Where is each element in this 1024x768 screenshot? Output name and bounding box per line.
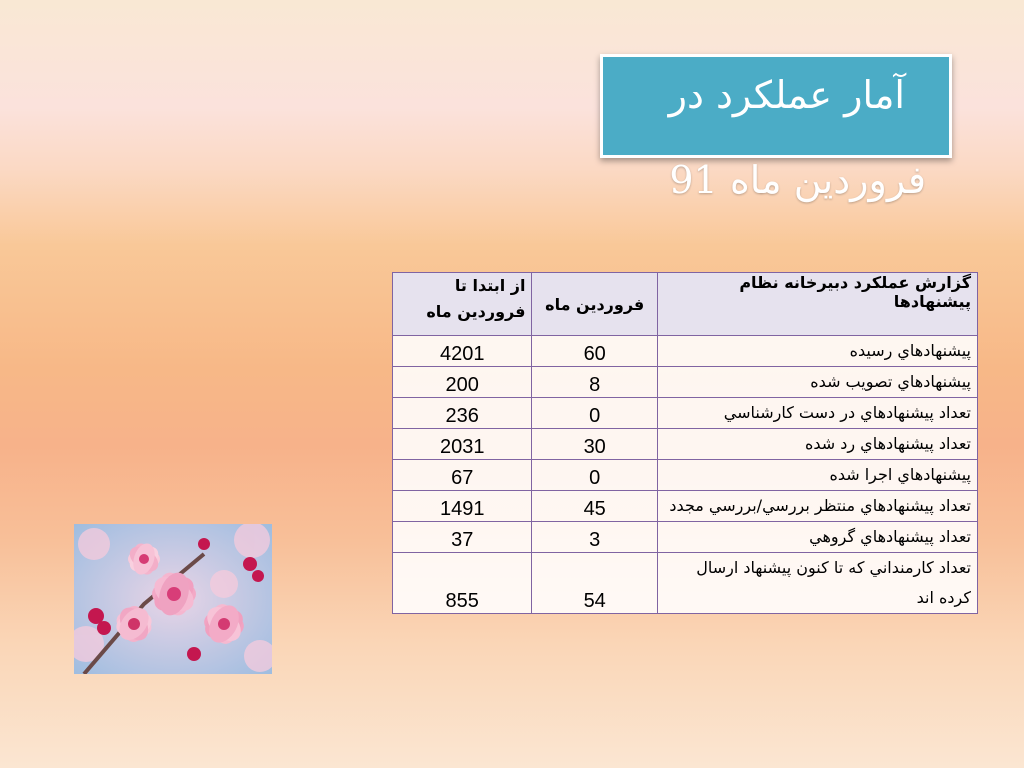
row-total-value: 200 — [393, 367, 532, 398]
row-label: تعداد کارمنداني که تا کنون پيشنهاد ارسال کرده اند — [657, 553, 977, 614]
row-total-value: 67 — [393, 460, 532, 491]
table-row — [393, 398, 978, 429]
row-label: تعداد پيشنهادهاي گروهي — [657, 522, 977, 553]
header-month: فروردين ماه — [532, 273, 657, 336]
row-month-value: 60 — [532, 336, 657, 367]
cherry-blossom-image — [74, 524, 272, 674]
title-line-2: فروردين ماه 91 — [669, 158, 926, 202]
table-header-row — [393, 273, 978, 336]
row-total-value: 4201 — [393, 336, 532, 367]
row-label: پيشنهادهاي اجرا شده — [657, 460, 977, 491]
row-label: تعداد پيشنهادهاي منتظر بررسي/بررسي مجدد — [657, 491, 977, 522]
row-label: پيشنهادهاي تصويب شده — [657, 367, 977, 398]
row-month-value: 30 — [532, 429, 657, 460]
row-month-value: 54 — [532, 553, 657, 614]
title-box — [600, 54, 952, 158]
title-line-1: آمار عملکرد در — [668, 73, 905, 117]
header-report-title: گزارش عملکرد دبيرخانه نظام پيشنهادها — [657, 273, 977, 336]
table-row — [393, 553, 978, 614]
row-total-value: 37 — [393, 522, 532, 553]
row-month-value: 0 — [532, 398, 657, 429]
row-month-value: 0 — [532, 460, 657, 491]
cherry-blossom-icon — [74, 524, 272, 674]
table-row — [393, 491, 978, 522]
row-label: تعداد پيشنهادهاي رد شده — [657, 429, 977, 460]
report-table — [392, 272, 978, 614]
row-month-value: 8 — [532, 367, 657, 398]
row-total-value: 2031 — [393, 429, 532, 460]
row-total-value: 1491 — [393, 491, 532, 522]
table-row — [393, 460, 978, 491]
row-label: تعداد پيشنهادهاي در دست کارشناسي — [657, 398, 977, 429]
row-month-value: 3 — [532, 522, 657, 553]
table-row — [393, 522, 978, 553]
row-label: پيشنهادهاي رسيده — [657, 336, 977, 367]
header-total: از ابتدا تا فروردين ماه — [393, 273, 532, 336]
row-total-value: 855 — [393, 553, 532, 614]
table-row — [393, 367, 978, 398]
table-row — [393, 336, 978, 367]
row-total-value: 236 — [393, 398, 532, 429]
table-row — [393, 429, 978, 460]
row-month-value: 45 — [532, 491, 657, 522]
